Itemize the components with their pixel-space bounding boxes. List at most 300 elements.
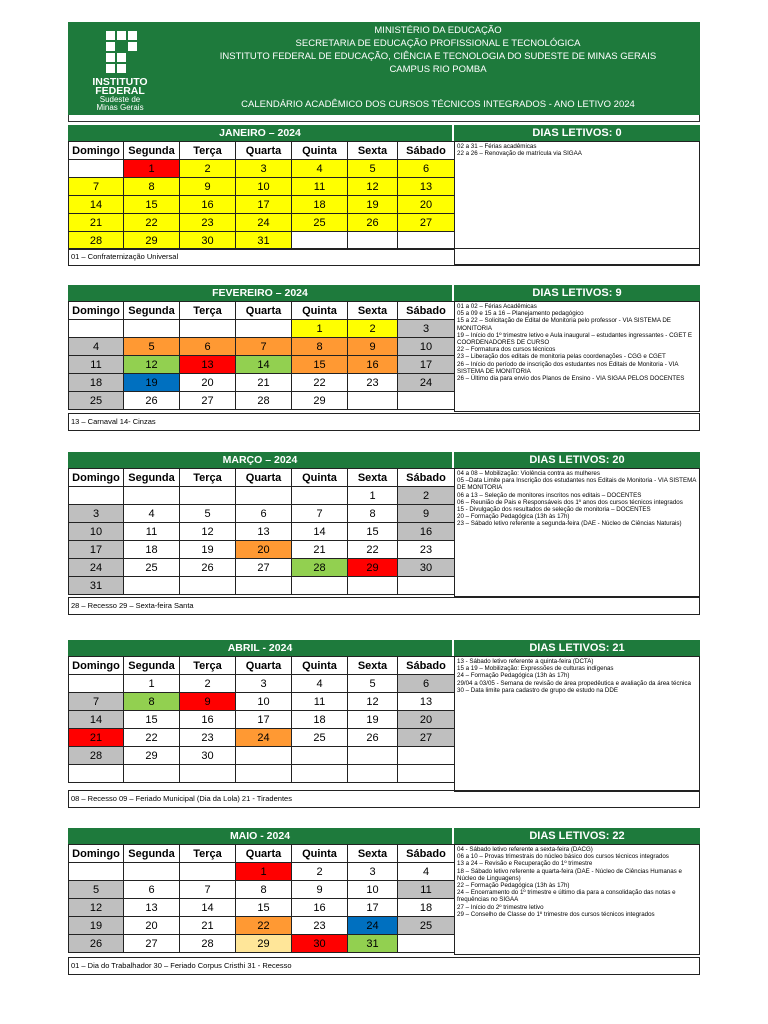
day-cell: 25	[124, 559, 180, 577]
weekday-header: Quinta	[292, 469, 348, 487]
weekday-header: Sexta	[348, 469, 398, 487]
day-cell-red: 1	[124, 160, 180, 178]
day-cell: 23	[180, 729, 236, 747]
day-cell-yellow: 10	[236, 178, 292, 196]
day-cell-gray: 25	[398, 917, 455, 935]
weekday-header: Segunda	[124, 142, 180, 160]
day-cell-yellow: 2	[348, 320, 398, 338]
month-title: MAIO - 2024	[68, 828, 452, 844]
day-cell-yellow: 26	[348, 214, 398, 232]
day-cell: 21	[180, 917, 236, 935]
day-cell: 3	[348, 863, 398, 881]
empty-day-cell	[69, 487, 124, 505]
weekday-header: Sábado	[398, 469, 455, 487]
day-cell: 23	[348, 374, 398, 392]
day-cell-gray: 19	[69, 917, 124, 935]
day-cell-green: 31	[348, 935, 398, 953]
note-item: 24 – Encerramento do 1º trimestre e último dia para a consolidação das notas e frequências no SIGAA	[457, 889, 676, 904]
day-cell: 19	[348, 711, 398, 729]
logo-line-2: FEDERAL	[95, 85, 145, 97]
weekday-header: Sexta	[348, 142, 398, 160]
day-cell-gray: 5	[69, 881, 124, 899]
weekday-header: Segunda	[124, 657, 180, 675]
day-cell: 3	[236, 675, 292, 693]
weekday-header: Sábado	[398, 657, 455, 675]
day-cell-gray: 9	[398, 505, 455, 523]
day-cell-yellow: 22	[124, 214, 180, 232]
day-cell: 23	[398, 541, 455, 559]
week-row	[69, 747, 455, 765]
day-cell-yellow: 17	[236, 196, 292, 214]
day-cell-red: 13	[180, 356, 236, 374]
week-row	[69, 320, 455, 338]
empty-day-cell	[69, 765, 124, 783]
holidays-footer: 08 – Recesso 09 – Feriado Municipal (Dia da Lola) 21 - Tiradentes	[68, 790, 700, 808]
school-days-count: DIAS LETIVOS: 21	[454, 640, 700, 656]
month-notes	[454, 141, 700, 265]
header-divider	[68, 115, 700, 122]
week-row	[69, 729, 455, 747]
month-notes	[454, 656, 700, 792]
day-cell-yellow: 2	[180, 160, 236, 178]
day-cell: 30	[180, 747, 236, 765]
weekday-header: Quinta	[292, 142, 348, 160]
note-item: 23 – Sábado letivo referente a segunda-feira (DAE - Núcleo de Ciências Naturais)	[457, 520, 682, 528]
day-cell-gray: 4	[69, 338, 124, 356]
day-cell: 6	[124, 881, 180, 899]
day-cell-red: 9	[180, 693, 236, 711]
weekday-header: Terça	[180, 302, 236, 320]
day-cell-gray: 26	[69, 935, 124, 953]
empty-day-cell	[398, 392, 455, 410]
week-row	[69, 487, 455, 505]
day-cell: 18	[124, 541, 180, 559]
day-cell: 21	[236, 374, 292, 392]
week-row	[69, 196, 455, 214]
day-cell: 22	[348, 541, 398, 559]
day-cell: 25	[292, 729, 348, 747]
day-cell-green: 14	[236, 356, 292, 374]
empty-day-cell	[348, 765, 398, 783]
empty-day-cell	[69, 320, 124, 338]
note-item: 23 – Liberação dos editais de monitoria pelas coordenações - CGG e CGET	[457, 353, 666, 361]
logo-line-4: Minas Gerais	[96, 103, 144, 110]
day-cell-yellow: 23	[180, 214, 236, 232]
note-item: 30 – Data limite para cadastro de grupo de estudo na DDE	[457, 686, 618, 694]
day-cell-gray: 24	[69, 559, 124, 577]
empty-day-cell	[398, 747, 455, 765]
week-row	[69, 523, 455, 541]
day-cell-gray: 2	[398, 487, 455, 505]
day-cell-gray: 11	[69, 356, 124, 374]
week-row	[69, 374, 455, 392]
header-secretariat: SECRETARIA DE EDUCAÇÃO PROFISSIONAL E TECNOLÓGICA	[295, 38, 581, 49]
month-calendar-grid	[68, 468, 455, 595]
holidays-footer: 01 – Dia do Trabalhador 30 – Feriado Corpus Cristhi 31 - Recesso	[68, 957, 700, 975]
day-cell: 10	[236, 693, 292, 711]
weekday-header: Segunda	[124, 302, 180, 320]
weekday-header: Domingo	[69, 142, 124, 160]
day-cell-yellow: 29	[124, 232, 180, 250]
empty-day-cell	[124, 577, 180, 595]
calendar-title: CALENDÁRIO ACADÊMICO DOS CURSOS TÉCNICOS INTEGRADOS - ANO LETIVO 2024	[241, 99, 635, 110]
page-header	[68, 22, 700, 115]
day-cell-yellow: 18	[292, 196, 348, 214]
week-row	[69, 711, 455, 729]
note-item: 29/04 a 03/05 - Semana de revisão de área propedêutica e avaliação da área técnica	[457, 679, 691, 687]
weekday-header: Domingo	[69, 469, 124, 487]
empty-day-cell	[69, 675, 124, 693]
weekday-header: Terça	[180, 845, 236, 863]
month-calendar-grid	[68, 301, 455, 410]
day-cell-gray: 10	[69, 523, 124, 541]
day-cell: 17	[236, 711, 292, 729]
day-cell-gray: 18	[69, 374, 124, 392]
school-days-count: DIAS LETIVOS: 0	[454, 125, 700, 141]
day-cell-yellow: 12	[348, 178, 398, 196]
empty-day-cell	[292, 747, 348, 765]
day-cell-yellow: 8	[124, 178, 180, 196]
note-item: 06 a 10 – Provas trimestrais do núcleo básico dos cursos técnicos integrados	[457, 853, 669, 861]
empty-day-cell	[398, 577, 455, 595]
note-item: 04 a 08 – Mobilização: Violência contra as mulheres	[457, 470, 600, 477]
empty-day-cell	[292, 577, 348, 595]
note-item: 06 – Reunião de Pais e Responsáveis dos 1º anos dos cursos técnicos integrados	[457, 498, 683, 506]
empty-day-cell	[236, 577, 292, 595]
day-cell: 11	[292, 693, 348, 711]
weekday-header: Quarta	[236, 657, 292, 675]
month-calendar-grid	[68, 656, 455, 783]
day-cell-yellow: 7	[69, 178, 124, 196]
header-ministry: MINISTÉRIO DA EDUCAÇÃO	[374, 25, 502, 36]
day-cell: 8	[348, 505, 398, 523]
weekday-header: Segunda	[124, 845, 180, 863]
day-cell-yellow: 4	[292, 160, 348, 178]
day-cell: 22	[292, 374, 348, 392]
day-cell-yellow: 24	[236, 214, 292, 232]
day-cell: 27	[180, 392, 236, 410]
empty-day-cell	[292, 232, 348, 250]
day-cell-yellow: 27	[398, 214, 455, 232]
weekday-header: Quarta	[236, 469, 292, 487]
day-cell-orange: 24	[236, 729, 292, 747]
day-cell-yellow: 25	[292, 214, 348, 232]
day-cell: 13	[236, 523, 292, 541]
day-cell: 13	[398, 693, 455, 711]
day-cell: 18	[292, 711, 348, 729]
day-cell-red: 29	[348, 559, 398, 577]
weekday-header: Quinta	[292, 845, 348, 863]
note-item: 05 –Data Limite para Inscrição dos estudantes nos Editais de Monitoria - VIA SISTEMA DE MONITORIA	[457, 477, 697, 492]
day-cell-red: 30	[292, 935, 348, 953]
day-cell: 11	[124, 523, 180, 541]
day-cell: 28	[180, 935, 236, 953]
week-row	[69, 541, 455, 559]
day-cell: 13	[124, 899, 180, 917]
week-row	[69, 863, 455, 881]
empty-day-cell	[180, 320, 236, 338]
week-row	[69, 693, 455, 711]
day-cell-yellow: 15	[124, 196, 180, 214]
day-cell: 7	[180, 881, 236, 899]
day-cell-yellow: 14	[69, 196, 124, 214]
empty-day-cell	[348, 392, 398, 410]
month-title: JANEIRO – 2024	[68, 125, 452, 141]
day-cell: 1	[124, 675, 180, 693]
day-cell-gray: 14	[69, 711, 124, 729]
day-cell-gray: 7	[69, 693, 124, 711]
weekday-header: Terça	[180, 657, 236, 675]
empty-day-cell	[398, 935, 455, 953]
logo-line-1: INSTITUTO	[92, 76, 148, 88]
weekday-header: Quarta	[236, 302, 292, 320]
note-item: 02 a 31 – Férias acadêmicas	[457, 143, 537, 150]
day-cell: 26	[124, 392, 180, 410]
weekday-header-row	[69, 657, 455, 675]
day-cell: 27	[124, 935, 180, 953]
weekday-header: Quinta	[292, 302, 348, 320]
day-cell-gray: 24	[398, 374, 455, 392]
note-item: 22 – Formação Pedagógica (13h às 17h)	[457, 882, 570, 890]
school-days-count: DIAS LETIVOS: 9	[454, 285, 700, 301]
day-cell-yellow: 5	[348, 160, 398, 178]
weekday-header: Sexta	[348, 302, 398, 320]
day-cell-yellow: 16	[180, 196, 236, 214]
day-cell: 15	[236, 899, 292, 917]
week-row	[69, 505, 455, 523]
day-cell-gray: 25	[69, 392, 124, 410]
weekday-header: Quarta	[236, 142, 292, 160]
day-cell-red: 1	[236, 863, 292, 881]
week-row	[69, 917, 455, 935]
day-cell: 17	[348, 899, 398, 917]
week-row	[69, 577, 455, 595]
note-item: 04 - Sábado letivo referente a sexta-feira (DACG)	[457, 846, 593, 853]
day-cell-gray: 16	[398, 523, 455, 541]
day-cell-yellow: 30	[180, 232, 236, 250]
note-item: 18 – Sábado letivo referente a quarta-feira (DAE - Núcleo de Ciências Humanas e Núcleo de Linguagens)	[457, 867, 682, 882]
empty-day-cell	[236, 487, 292, 505]
empty-day-cell	[348, 577, 398, 595]
month-notes	[454, 301, 700, 412]
day-cell-gray: 3	[69, 505, 124, 523]
day-cell: 27	[236, 559, 292, 577]
day-cell-gray: 20	[398, 711, 455, 729]
month-title: FEVEREIRO – 2024	[68, 285, 452, 301]
day-cell: 16	[292, 899, 348, 917]
day-cell: 19	[180, 541, 236, 559]
empty-day-cell	[180, 487, 236, 505]
day-cell-gray: 30	[398, 559, 455, 577]
day-cell: 6	[236, 505, 292, 523]
school-days-count: DIAS LETIVOS: 20	[454, 452, 700, 468]
day-cell-gray: 27	[398, 729, 455, 747]
note-item: 22 a 26 – Renovação de matrícula via SIGAA	[457, 150, 582, 158]
header-campus: CAMPUS RIO POMBA	[389, 64, 487, 75]
week-row	[69, 881, 455, 899]
month-title: ABRIL - 2024	[68, 640, 452, 656]
day-cell-orange: 7	[236, 338, 292, 356]
day-cell-gray: 28	[69, 747, 124, 765]
empty-day-cell	[348, 747, 398, 765]
day-cell-yellow: 6	[398, 160, 455, 178]
day-cell: 4	[398, 863, 455, 881]
note-item: 05 a 09 e 15 a 16 – Planejamento pedagógico	[457, 310, 584, 318]
month-title: MARÇO – 2024	[68, 452, 452, 468]
weekday-header: Segunda	[124, 469, 180, 487]
weekday-header: Quinta	[292, 657, 348, 675]
note-item: 06 a 13 – Seleção de monitores inscritos nos editais – DOCENTES	[457, 491, 642, 499]
day-cell: 16	[180, 711, 236, 729]
day-cell-green: 8	[124, 693, 180, 711]
day-cell-orange: 15	[292, 356, 348, 374]
week-row	[69, 214, 455, 232]
day-cell: 7	[292, 505, 348, 523]
day-cell-yellow: 13	[398, 178, 455, 196]
day-cell-gray: 10	[398, 338, 455, 356]
week-row	[69, 178, 455, 196]
day-cell: 12	[348, 693, 398, 711]
day-cell-yellow: 3	[236, 160, 292, 178]
weekday-header: Quarta	[236, 845, 292, 863]
day-cell: 5	[348, 675, 398, 693]
note-item: 13 - Sábado letivo referente a quinta-feira (DCTA)	[457, 658, 594, 665]
day-cell-orange: 9	[348, 338, 398, 356]
empty-day-cell	[236, 320, 292, 338]
empty-day-cell	[236, 747, 292, 765]
day-cell-yellow: 9	[180, 178, 236, 196]
day-cell: 29	[292, 392, 348, 410]
day-cell-gray: 17	[398, 356, 455, 374]
day-cell: 26	[180, 559, 236, 577]
weekday-header: Terça	[180, 142, 236, 160]
day-cell: 14	[180, 899, 236, 917]
empty-day-cell	[69, 160, 124, 178]
weekday-header: Sexta	[348, 845, 398, 863]
week-row	[69, 356, 455, 374]
empty-day-cell	[180, 765, 236, 783]
week-row	[69, 232, 455, 250]
day-cell-blue: 19	[124, 374, 180, 392]
day-cell: 10	[348, 881, 398, 899]
day-cell-blue: 24	[348, 917, 398, 935]
weekday-header: Sábado	[398, 302, 455, 320]
day-cell-green: 28	[292, 559, 348, 577]
note-item: 22 – Formatura dos cursos técnicos	[457, 346, 556, 354]
empty-day-cell	[398, 232, 455, 250]
day-cell: 23	[292, 917, 348, 935]
empty-day-cell	[348, 232, 398, 250]
day-cell-yellow: 20	[398, 196, 455, 214]
day-cell: 22	[124, 729, 180, 747]
empty-day-cell	[180, 577, 236, 595]
empty-day-cell	[236, 765, 292, 783]
day-cell-gray: 31	[69, 577, 124, 595]
day-cell-yellow: 1	[292, 320, 348, 338]
note-item: 29 – Conselho de Classe do 1º trimestre dos cursos técnicos integrados	[457, 910, 655, 918]
school-days-count: DIAS LETIVOS: 22	[454, 828, 700, 844]
week-row	[69, 160, 455, 178]
day-cell: 28	[236, 392, 292, 410]
day-cell: 4	[124, 505, 180, 523]
weekday-header: Terça	[180, 469, 236, 487]
week-row	[69, 392, 455, 410]
day-cell: 8	[236, 881, 292, 899]
day-cell-gray: 11	[398, 881, 455, 899]
day-cell-orange: 16	[348, 356, 398, 374]
month-calendar-grid	[68, 141, 455, 250]
empty-day-cell	[292, 487, 348, 505]
instituto-federal-logo	[80, 28, 160, 110]
day-cell-yellow: 21	[69, 214, 124, 232]
week-row	[69, 765, 455, 783]
day-cell-yellow: 11	[292, 178, 348, 196]
day-cell: 9	[292, 881, 348, 899]
day-cell: 20	[124, 917, 180, 935]
day-cell-orange: 8	[292, 338, 348, 356]
note-item: 01 a 02 – Férias Acadêmicas	[457, 303, 537, 310]
holidays-footer: 13 – Carnaval 14- Cinzas	[68, 413, 700, 431]
week-row	[69, 675, 455, 693]
day-cell-green: 12	[124, 356, 180, 374]
day-cell: 21	[292, 541, 348, 559]
day-cell: 18	[398, 899, 455, 917]
day-cell: 20	[180, 374, 236, 392]
note-item: 24 – Formação Pedagógica (13h às 17h)	[457, 672, 570, 680]
day-cell-gray: 3	[398, 320, 455, 338]
weekday-header-row	[69, 302, 455, 320]
note-item: 26 – Último dia para envio dos Planos de Ensino - VIA SIGAA PELOS DOCENTES	[457, 375, 685, 383]
weekday-header-row	[69, 469, 455, 487]
day-cell: 2	[292, 863, 348, 881]
holidays-footer: 01 – Confraternização Universal	[68, 248, 700, 266]
note-item: 26 – Início do período de inscrição dos estudantes nos Editais de Monitoria - VIA SISTEMA DE MONITORIA	[457, 360, 679, 375]
week-row	[69, 338, 455, 356]
day-cell: 26	[348, 729, 398, 747]
day-cell-light-yellow: 29	[236, 935, 292, 953]
day-cell: 14	[292, 523, 348, 541]
logo-line-3: Sudeste de	[99, 95, 141, 104]
empty-day-cell	[124, 320, 180, 338]
weekday-header: Domingo	[69, 302, 124, 320]
week-row	[69, 899, 455, 917]
day-cell: 2	[180, 675, 236, 693]
day-cell-yellow: 31	[236, 232, 292, 250]
empty-day-cell	[69, 863, 124, 881]
empty-day-cell	[292, 765, 348, 783]
weekday-header-row	[69, 142, 455, 160]
note-item: 27 – Início do 2º trimestre letivo	[457, 903, 544, 911]
note-item: 20 – Formação Pedagógica (13h às 17h)	[457, 513, 570, 521]
day-cell: 29	[124, 747, 180, 765]
week-row	[69, 559, 455, 577]
day-cell-orange: 6	[180, 338, 236, 356]
day-cell-yellow: 19	[348, 196, 398, 214]
empty-day-cell	[180, 863, 236, 881]
note-item: 15 a 19 – Mobilização: Expressões de culturas indígenas	[457, 665, 614, 673]
day-cell-red: 21	[69, 729, 124, 747]
empty-day-cell	[124, 765, 180, 783]
day-cell-yellow: 28	[69, 232, 124, 250]
note-item: 19 – Início do 1º trimestre letivo e Aula inaugural – estudantes ingressantes - CGET E COORDENADORES DE CURSO	[457, 331, 692, 347]
holidays-footer: 28 – Recesso 29 – Sexta-feira Santa	[68, 597, 700, 615]
header-institute: INSTITUTO FEDERAL DE EDUCAÇÃO, CIÊNCIA E TECNOLOGIA DO SUDESTE DE MINAS GERAIS	[219, 51, 657, 62]
note-item: 13 a 24 – Revisão e Recuperação do 1º trimestre	[457, 860, 593, 868]
week-row	[69, 935, 455, 953]
empty-day-cell	[124, 863, 180, 881]
empty-day-cell	[398, 765, 455, 783]
month-notes	[454, 468, 700, 597]
